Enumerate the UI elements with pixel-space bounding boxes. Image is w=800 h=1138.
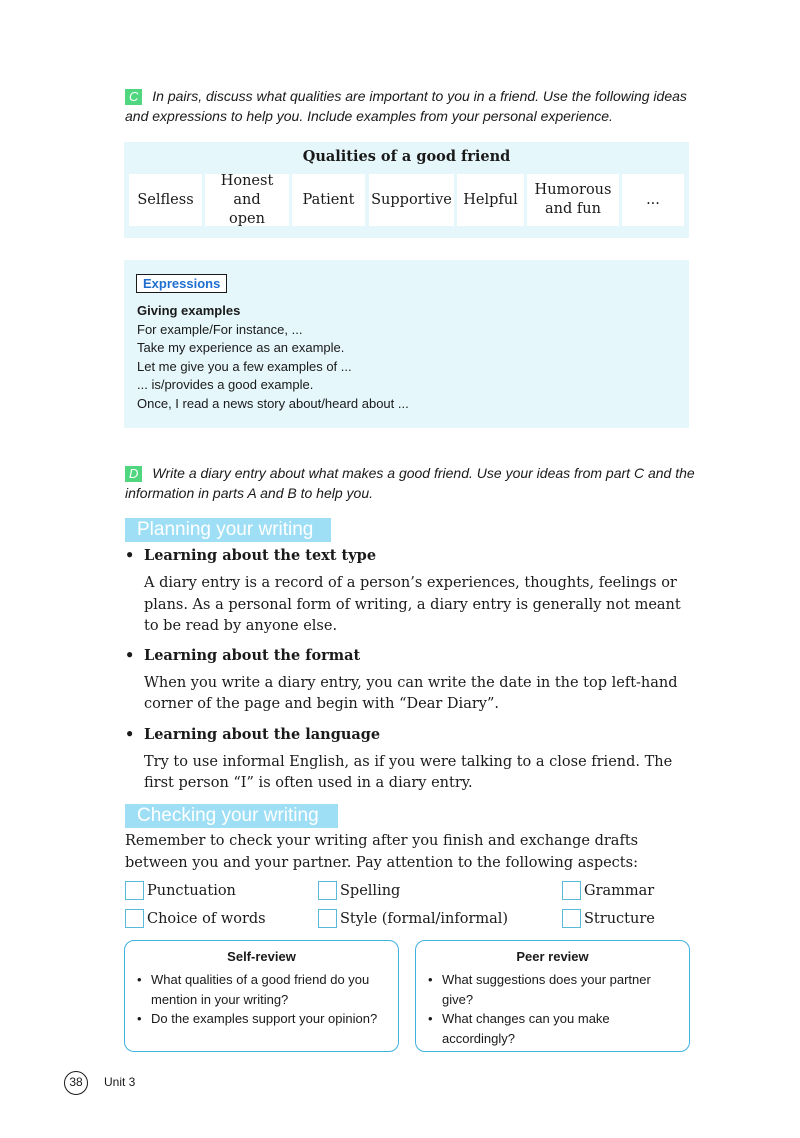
self-review-item: • What qualities of a good friend do you mention in your writing?	[135, 970, 388, 1009]
part-d-text: Write a diary entry about what makes a good friend. Use your ideas from part C and the information in parts A and B to help you.	[125, 465, 695, 501]
planning-point-text: A diary entry is a record of a person’s experiences, thoughts, feelings or plans. As a personal form of writing, a diary entry is generally not meant to be read by anyone else.	[144, 575, 681, 634]
quality-item: Humorous and fun	[527, 174, 619, 226]
self-review-title: Self-review	[227, 949, 296, 964]
expression-line: Let me give you a few examples of ...	[137, 358, 352, 374]
planning-point-text: Try to use informal English, as if you were talking to a close friend. The first person “I” is often used in a diary entry.	[144, 753, 673, 791]
part-c-tag: C	[125, 89, 142, 105]
expressions-box	[124, 260, 689, 428]
peer-review-item: • What changes can you make accordingly?	[426, 1009, 679, 1048]
bullet-icon: •	[125, 547, 135, 564]
page-number: 38	[64, 1071, 88, 1095]
qualities-title: Qualities of a good friend	[302, 148, 511, 165]
part-c-text: In pairs, discuss what qualities are important to you in a friend. Use the following ideas and expressions to help you. Include examples from your personal experience.	[125, 88, 687, 124]
aspect-style: Style (formal/informal)	[318, 909, 508, 928]
checkbox[interactable]	[318, 909, 337, 928]
planning-heading: Planning your writing	[125, 518, 331, 542]
part-c-instruction	[125, 86, 695, 126]
aspect-grammar: Grammar	[562, 881, 654, 900]
bullet-icon: •	[125, 725, 135, 743]
planning-point-text: When you write a diary entry, you can write the date in the top left-hand corner of the page and begin with “Dear Diary”.	[144, 674, 678, 712]
expression-line: Once, I read a news story about/heard about ...	[137, 395, 409, 411]
quality-item: Honest and open	[205, 174, 289, 226]
checking-intro: Remember to check your writing after you finish and exchange drafts between you and your partner. Pay attention to the following aspects:	[125, 833, 639, 871]
bullet-icon: •	[125, 646, 135, 664]
expression-line: ... is/provides a good example.	[137, 377, 314, 392]
quality-item: Patient	[292, 174, 365, 226]
expressions-heading: Giving examples	[137, 303, 241, 318]
aspect-spelling: Spelling	[318, 881, 400, 900]
expressions-list	[137, 302, 409, 413]
peer-review-item: • What suggestions does your partner give?	[426, 970, 679, 1009]
aspect-structure: Structure	[562, 909, 655, 928]
self-review-box	[124, 940, 399, 1052]
checkbox[interactable]	[318, 881, 337, 900]
checkbox[interactable]	[125, 909, 144, 928]
checkbox[interactable]	[125, 881, 144, 900]
quality-item: ...	[622, 174, 684, 226]
planning-point-title: • Learning about the language	[125, 725, 381, 743]
planning-point-title: • Learning about the format	[125, 646, 361, 664]
planning-section	[125, 545, 695, 795]
part-d-tag: D	[125, 466, 142, 482]
unit-label: Unit 3	[104, 1075, 136, 1089]
aspect-punctuation: Punctuation	[125, 881, 236, 900]
quality-item: Supportive	[369, 174, 454, 226]
checkbox[interactable]	[562, 881, 581, 900]
planning-point-title: • Learning about the text type	[125, 547, 377, 564]
checking-heading: Checking your writing	[125, 804, 338, 828]
self-review-item: • Do the examples support your opinion?	[135, 1009, 388, 1029]
aspect-choice-of-words: Choice of words	[125, 909, 266, 928]
quality-item: Helpful	[457, 174, 524, 226]
part-d-instruction	[125, 463, 695, 503]
quality-item: Selfless	[129, 174, 202, 226]
expression-line: Take my experience as an example.	[137, 340, 345, 355]
peer-review-title: Peer review	[516, 949, 589, 964]
peer-review-box	[415, 940, 690, 1052]
qualities-box	[124, 142, 689, 238]
checkbox[interactable]	[562, 909, 581, 928]
expression-line: For example/For instance, ...	[137, 321, 303, 337]
expressions-tag: Expressions	[136, 274, 227, 293]
